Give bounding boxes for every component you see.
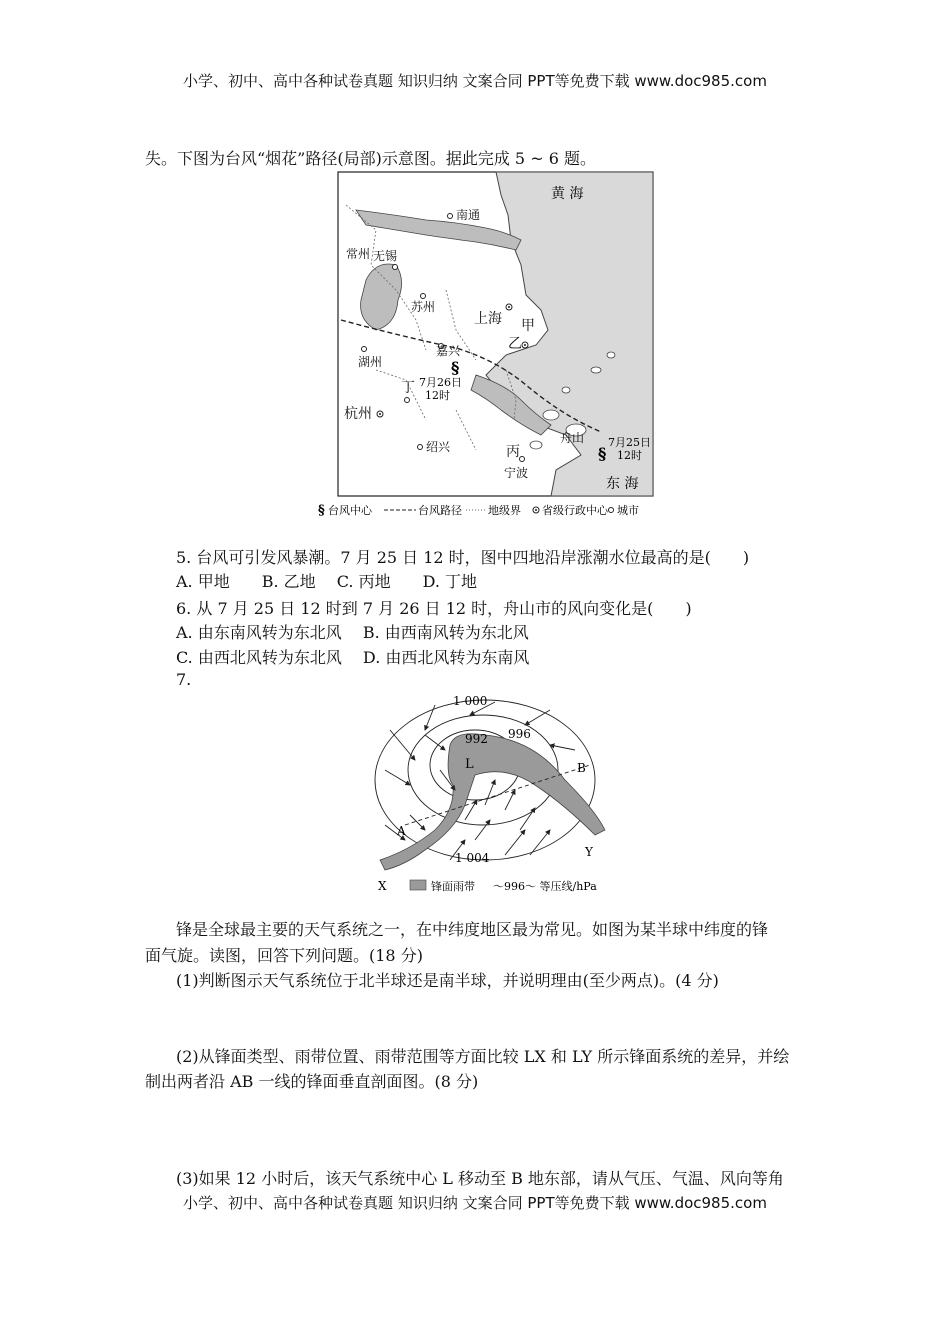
typhoon-center-icon: § (318, 503, 325, 518)
intro-text: 失。下图为台风“烟花”路径(局部)示意图。据此完成 5 ~ 6 题。 (145, 149, 596, 168)
city-label: 苏州 (411, 300, 436, 314)
legend-label: 省级行政中心 (542, 504, 608, 517)
legend-label: 台风路径 (418, 504, 462, 517)
city-label: 常州 (346, 247, 371, 261)
city-label: 宁波 (504, 466, 529, 480)
question-5-stem: 5. 台风可引发风暴潮。7 月 25 日 12 时，图中四地沿岸涨潮水位最高的是( ) (176, 548, 750, 567)
low-pressure-label: L (465, 757, 474, 772)
question-7-sub2-line2: 制出两者沿 AB 一线的锋面垂直剖面图。(8 分) (145, 1072, 479, 1091)
question-7-number: 7. (176, 670, 192, 689)
question-7-stem-line2: 面气旋。读图，回答下列问题。(18 分) (145, 946, 423, 965)
question-7-sub2-line1: (2)从锋面类型、雨带位置、雨带范围等方面比较 LX 和 LY 所示锋面系统的差异，并绘 (176, 1047, 790, 1066)
city-label: 嘉兴 (436, 344, 461, 358)
sea-label: 东 海 (606, 476, 639, 492)
city-label: 乙 (508, 336, 522, 352)
page-footer: 小学、初中、高中各种试卷真题 知识归纳 文案合同 PPT等免费下载 www.doc985.com (183, 1194, 767, 1212)
city-label: 舟山 (560, 431, 585, 445)
map-time-label: 7月26日 (419, 376, 462, 389)
page-header: 小学、初中、高中各种试卷真题 知识归纳 文案合同 PPT等免费下载 www.doc985.com (183, 72, 767, 90)
city-label: 甲 (521, 318, 535, 334)
city-label: 丁 (401, 380, 415, 396)
legend-label: ～996～ 等压线/hPa (493, 880, 597, 893)
city-label: 上海 (474, 311, 502, 327)
cyclone-figure (365, 690, 635, 900)
isobar-label: 996 (508, 727, 531, 741)
city-label: 绍兴 (426, 440, 451, 454)
legend-label: 台风中心 (328, 504, 372, 517)
point-label: B (577, 761, 586, 775)
question-6-options-cd: C. 由西北风转为东北风 D. 由西北风转为东南风 (176, 648, 530, 667)
rain-band (380, 734, 605, 870)
isobar-label: 1 000 (453, 694, 488, 708)
question-6-stem: 6. 从 7 月 25 日 12 时到 7 月 26 日 12 时，舟山市的风向变化是( ) (176, 599, 692, 618)
map-time-label: 7月25日 (608, 436, 651, 449)
typhoon-map (318, 170, 661, 522)
legend-label: 锋面雨带 (431, 880, 475, 893)
map-time-label: 12时 (617, 449, 642, 462)
city-label: 杭州 (344, 406, 372, 422)
legend-label: 地级界 (488, 504, 521, 517)
legend-label: 城市 (617, 504, 639, 517)
map-time-label: 12时 (425, 389, 450, 402)
question-7-sub1: (1)判断图示天气系统位于北半球还是南半球，并说明理由(至少两点)。(4 分) (176, 971, 719, 990)
point-label: A (397, 824, 406, 838)
point-label: X (378, 879, 387, 893)
question-6-options-ab: A. 由东南风转为东北风 B. 由西南风转为东北风 (176, 623, 529, 642)
typhoon-center-icon: § (598, 444, 607, 463)
question-7-stem-line1: 锋是全球最主要的天气系统之一，在中纬度地区最为常见。如图为某半球中纬度的锋 (176, 920, 769, 939)
city-label: 无锡 (373, 249, 398, 263)
question-7-sub3: (3)如果 12 小时后，该天气系统中心 L 移动至 B 地东部，请从气压、气温、风向等角 (176, 1169, 784, 1188)
isobar-label: 1 004 (455, 851, 490, 865)
city-label: 南通 (456, 208, 481, 222)
sea-label: 黄 海 (551, 186, 584, 202)
city-label: 丙 (506, 444, 520, 460)
typhoon-center-icon: § (451, 358, 460, 377)
city-label: 湖州 (358, 355, 383, 369)
point-label: Y (585, 845, 593, 859)
question-5-options: A. 甲地 B. 乙地 C. 丙地 D. 丁地 (176, 572, 478, 591)
isobar-label: 992 (465, 732, 488, 746)
